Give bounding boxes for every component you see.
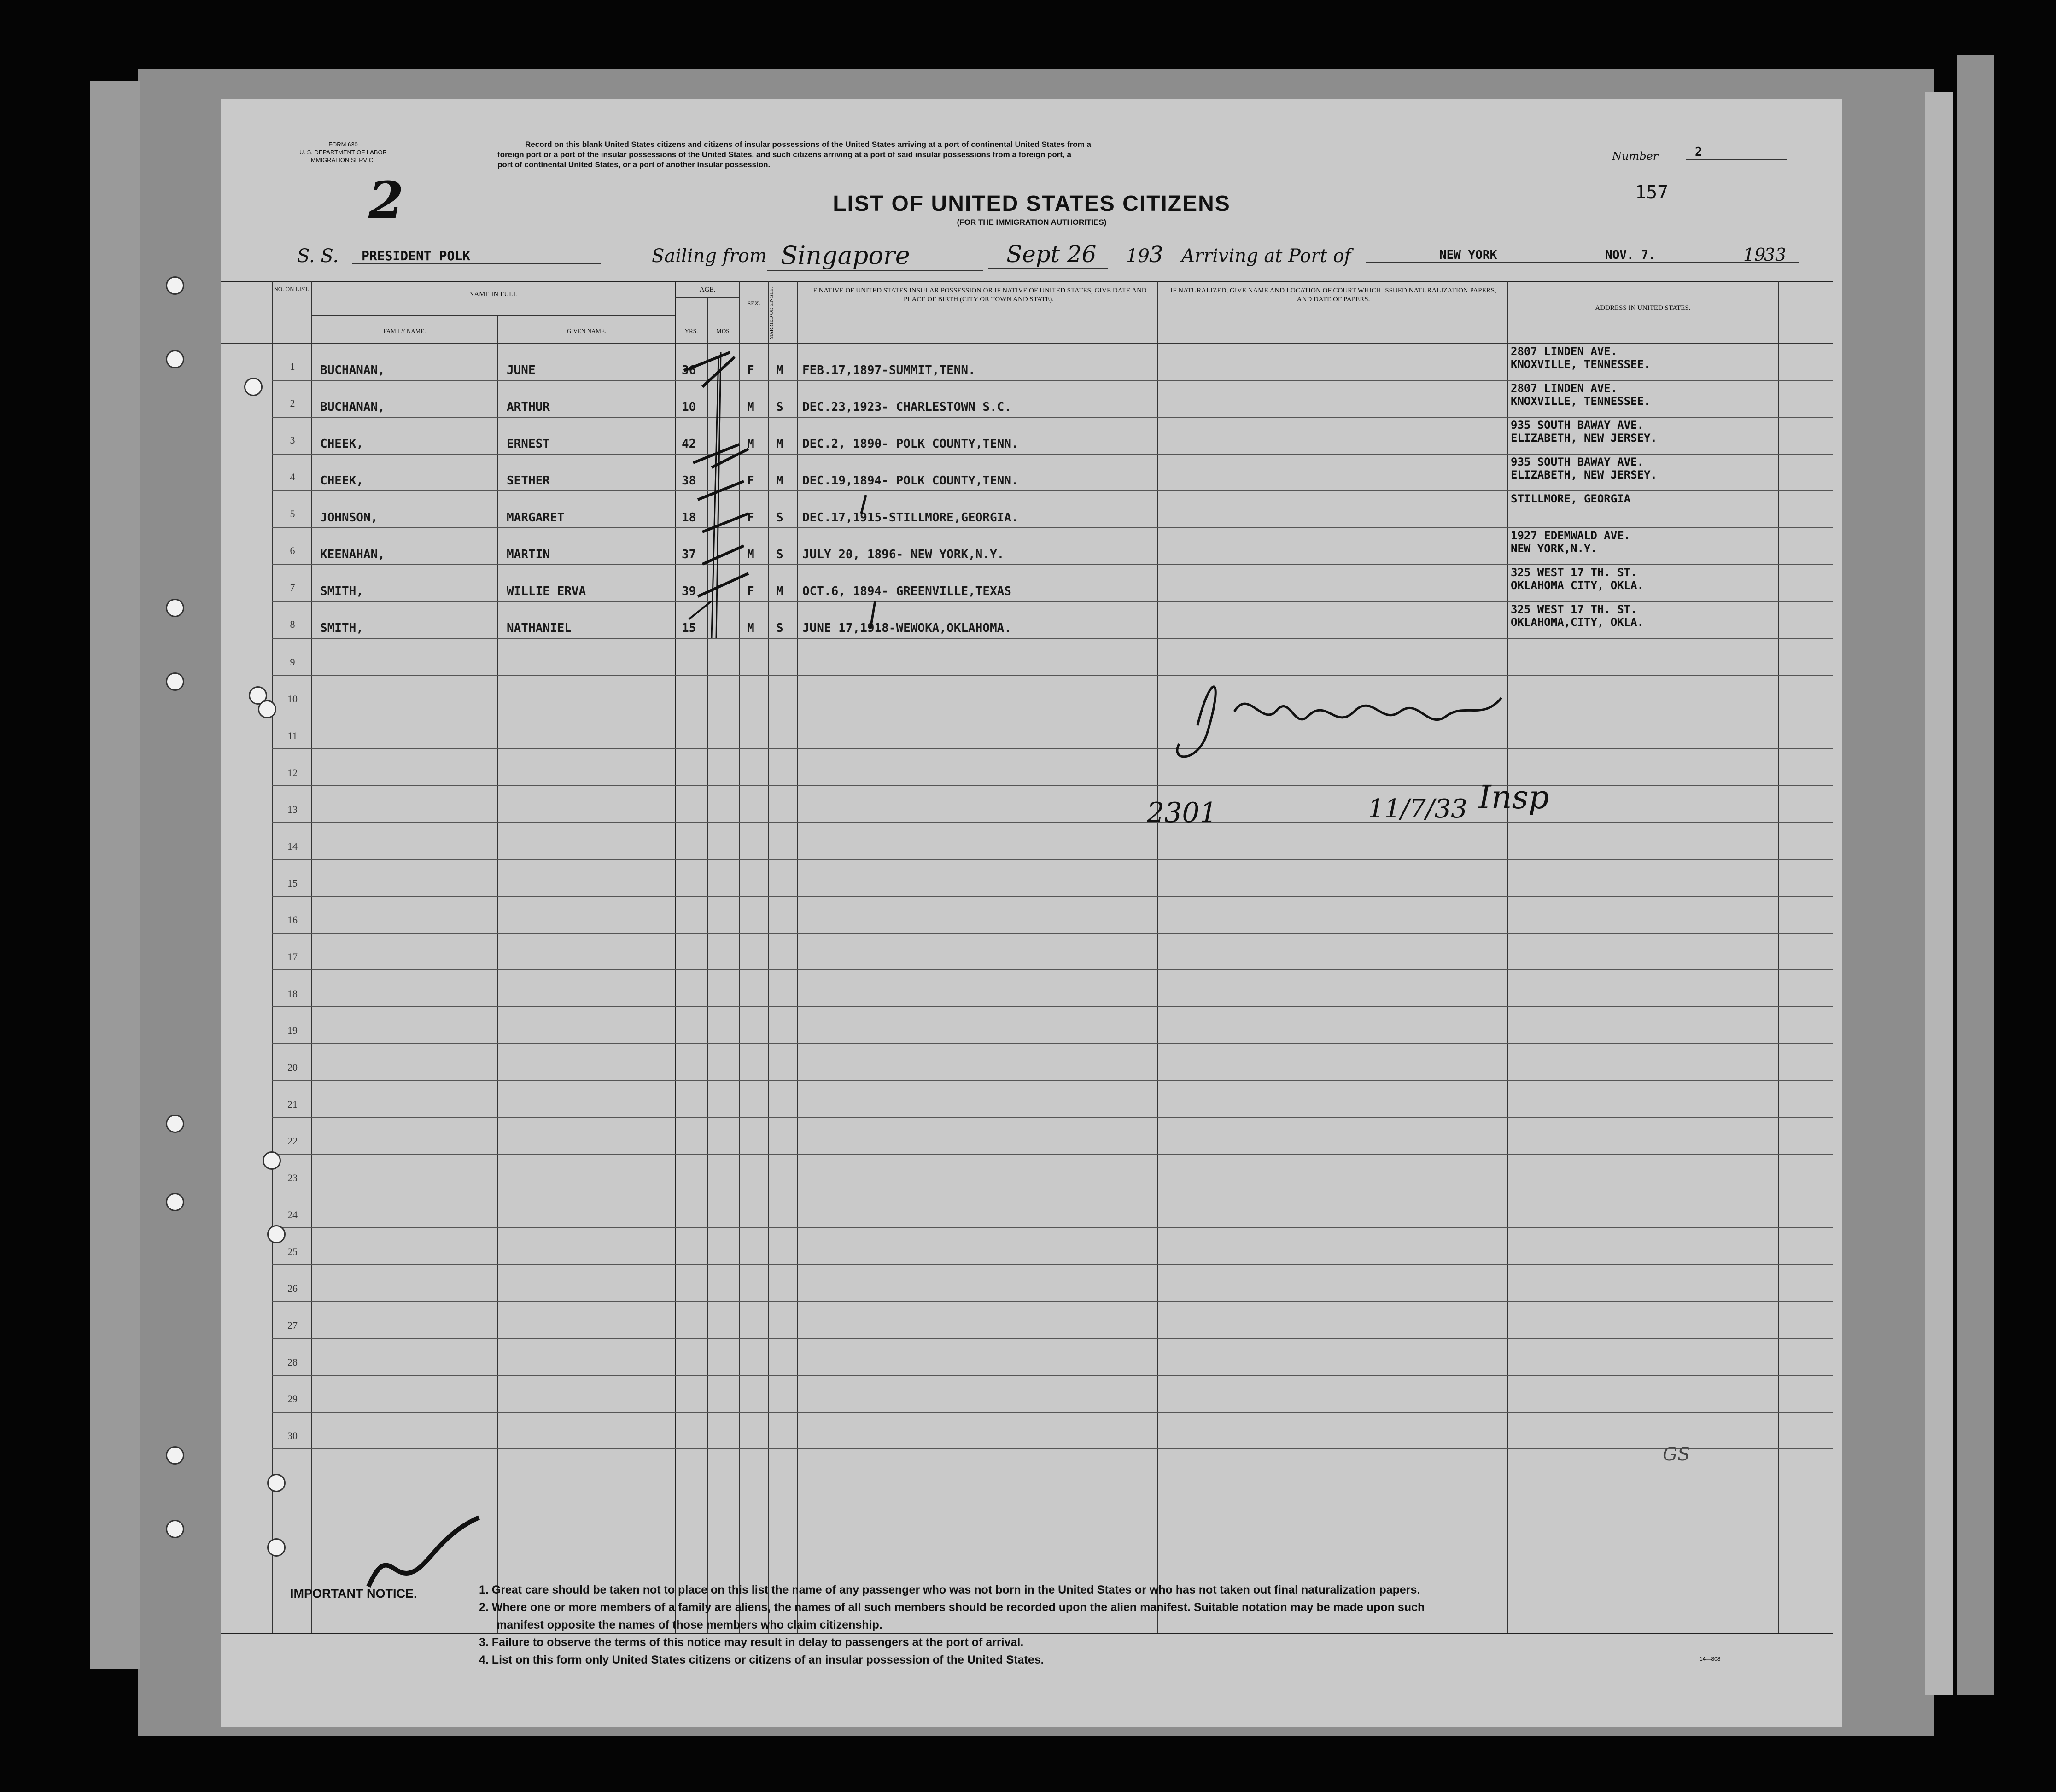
instructions-line-3: port of continental United States, or a port of another insular possession. bbox=[497, 160, 771, 169]
birth-info: OCT.6, 1894- GREENVILLE,TEXAS bbox=[802, 584, 1011, 598]
row-rule bbox=[272, 1227, 1833, 1228]
birth-info: FEB.17,1897-SUMMIT,TENN. bbox=[802, 363, 975, 377]
sex: F bbox=[747, 474, 754, 488]
address-line-1: 1927 EDEMWALD AVE. bbox=[1511, 529, 1631, 542]
form-number: FORM 630 bbox=[328, 141, 358, 148]
col-header-years: YRS. bbox=[684, 327, 698, 334]
service-name: IMMIGRATION SERVICE bbox=[309, 157, 377, 163]
col-header-given-name: GIVEN NAME. bbox=[567, 327, 607, 334]
table-row bbox=[221, 492, 1833, 529]
stamp-number: 157 bbox=[1635, 182, 1669, 203]
family-name: KEENAHAN, bbox=[320, 548, 385, 561]
given-name: SETHER bbox=[507, 474, 550, 488]
family-name: CHEEK, bbox=[320, 474, 363, 488]
address-line-1: 325 WEST 17 TH. ST. bbox=[1511, 603, 1637, 616]
address-line-2: ELIZABETH, NEW JERSEY. bbox=[1511, 468, 1657, 481]
given-name: MARGARET bbox=[507, 511, 565, 525]
row-number: 29 bbox=[287, 1393, 298, 1405]
row-number: 4 bbox=[290, 471, 295, 483]
row-number: 23 bbox=[287, 1172, 298, 1184]
row-number: 11 bbox=[287, 730, 298, 741]
given-name: ARTHUR bbox=[507, 400, 550, 414]
birth-info: JULY 20, 1896- NEW YORK,N.Y. bbox=[802, 548, 1005, 561]
row-number: 6 bbox=[290, 545, 295, 556]
age-years: 18 bbox=[682, 511, 696, 525]
address-line-1: STILLMORE, GEORGIA bbox=[1511, 492, 1631, 505]
marital-status: S bbox=[776, 511, 783, 525]
manifest-page bbox=[221, 99, 1842, 1727]
col-header-naturalized: IF NATURALIZED, GIVE NAME AND LOCATION OF COURT WHICH ISSUED NATURALIZATION PAPERS, AND DATE OF PAPERS. bbox=[1170, 287, 1496, 303]
form-instructions bbox=[497, 140, 1091, 170]
sex: F bbox=[747, 363, 754, 377]
binder-hole bbox=[166, 1193, 184, 1211]
row-number: 9 bbox=[290, 656, 295, 668]
instructions-line-2: foreign port or a port of the insular possessions of the United States, and such citizens arriving at a port of said insular possessions from a foreign port, a bbox=[497, 150, 1071, 159]
family-name: SMITH, bbox=[320, 584, 363, 598]
age-years: 15 bbox=[682, 621, 696, 635]
signature-note-number: 2301 bbox=[1147, 797, 1217, 829]
table-row bbox=[221, 566, 1833, 603]
age-years: 39 bbox=[682, 584, 696, 598]
address-line-1: 935 SOUTH BAWAY AVE. bbox=[1511, 455, 1644, 468]
row-rule bbox=[272, 675, 1833, 676]
given-name: NATHANIEL bbox=[507, 621, 572, 635]
sex: F bbox=[747, 511, 754, 525]
row-number: 3 bbox=[290, 434, 295, 446]
arriving-label: Arriving at Port of bbox=[1181, 245, 1351, 267]
address bbox=[1511, 382, 1650, 408]
ship-name: PRESIDENT POLK bbox=[352, 248, 601, 264]
address bbox=[1511, 492, 1630, 505]
binder-hole bbox=[258, 700, 276, 718]
col-header-family-name: FAMILY NAME. bbox=[383, 327, 426, 334]
signature-note-date: 11/7/33 bbox=[1368, 794, 1467, 824]
row-rule bbox=[272, 1448, 1833, 1449]
table-row bbox=[221, 419, 1833, 455]
row-rule bbox=[272, 1301, 1833, 1302]
binder-hole bbox=[166, 276, 184, 295]
row-number: 5 bbox=[290, 508, 295, 520]
row-rule bbox=[272, 1375, 1833, 1376]
notice-item-2: 2. Where one or more members of a family are aliens, the names of all such members should be recorded upon the alien manifest. Suitable notation may be made upon such bbox=[479, 1601, 1425, 1614]
row-rule bbox=[272, 1006, 1833, 1007]
address bbox=[1511, 529, 1630, 555]
address-line-2: KNOXVILLE, TENNESSEE. bbox=[1511, 395, 1651, 408]
name-header-rule bbox=[311, 315, 675, 316]
row-rule bbox=[272, 1117, 1833, 1118]
row-rule bbox=[272, 1338, 1833, 1339]
year-prefix-2: 19 bbox=[1743, 245, 1766, 265]
binder-hole bbox=[267, 1225, 286, 1243]
arrival-date: NOV. 7. bbox=[1605, 248, 1656, 262]
birth-info: DEC.2, 1890- POLK COUNTY,TENN. bbox=[802, 437, 1019, 451]
sailing-from: Singapore bbox=[767, 241, 983, 271]
row-number: 8 bbox=[290, 619, 295, 630]
binder-hole bbox=[166, 599, 184, 617]
row-rule bbox=[272, 1412, 1833, 1413]
row-rule bbox=[272, 933, 1833, 934]
table-top-rule bbox=[221, 281, 1833, 282]
binder-strip-right bbox=[1957, 55, 1994, 1695]
row-number: 1 bbox=[290, 361, 295, 372]
row-number: 22 bbox=[287, 1135, 298, 1147]
family-name: CHEEK, bbox=[320, 437, 363, 451]
col-header-married-single: MARRIED OR SINGLE. bbox=[769, 287, 774, 339]
row-number: 20 bbox=[287, 1062, 298, 1073]
year-suffix-2: 33 bbox=[1764, 245, 1787, 265]
row-number: 18 bbox=[287, 988, 298, 999]
row-rule bbox=[272, 859, 1833, 860]
binder-hole bbox=[244, 378, 263, 396]
notice-list bbox=[479, 1581, 1425, 1669]
age-years: 42 bbox=[682, 437, 696, 451]
row-rule bbox=[272, 1264, 1833, 1265]
birth-info: JUNE 17,1918-WEWOKA,OKLAHOMA. bbox=[802, 621, 1011, 635]
number-label: Number bbox=[1612, 150, 1659, 163]
table-row bbox=[221, 455, 1833, 492]
notice-item-4: 4. List on this form only United States citizens or citizens of an insular possession of the United States. bbox=[479, 1653, 1044, 1666]
family-name: BUCHANAN, bbox=[320, 400, 385, 414]
address-line-2: KNOXVILLE, TENNESSEE. bbox=[1511, 358, 1651, 371]
binder-hole bbox=[166, 1520, 184, 1538]
age-years: 37 bbox=[682, 548, 696, 561]
address-line-1: 2807 LINDEN AVE. bbox=[1511, 345, 1618, 358]
clerk-initials: GS bbox=[1663, 1444, 1690, 1465]
row-rule bbox=[272, 1154, 1833, 1155]
print-code: 14—808 bbox=[1700, 1656, 1721, 1662]
table-row bbox=[221, 529, 1833, 566]
col-header-name-in-full: NAME IN FULL bbox=[469, 291, 518, 298]
form-title: LIST OF UNITED STATES CITIZENS bbox=[833, 192, 1231, 216]
form-subtitle: (FOR THE IMMIGRATION AUTHORITIES) bbox=[957, 218, 1107, 227]
col-header-sex: SEX. bbox=[748, 300, 760, 307]
address-line-2: OKLAHOMA,CITY, OKLA. bbox=[1511, 616, 1644, 629]
sailing-date: Sept 26 bbox=[988, 241, 1108, 269]
row-number: 12 bbox=[287, 767, 298, 778]
family-name: SMITH, bbox=[320, 621, 363, 635]
given-name: MARTIN bbox=[507, 548, 550, 561]
col-header-no: NO. ON LIST. bbox=[274, 286, 310, 292]
year-suffix-1: 3 bbox=[1149, 242, 1163, 268]
notice-item-1: 1. Great care should be taken not to place on this list the name of any passenger who was not born in the United States or who has not taken out final naturalization papers. bbox=[479, 1583, 1420, 1596]
address-line-1: 935 SOUTH BAWAY AVE. bbox=[1511, 419, 1644, 432]
marital-status: M bbox=[776, 474, 783, 488]
inspector-signature bbox=[1142, 642, 1584, 864]
given-name: WILLIE ERVA bbox=[507, 584, 586, 598]
marital-status: S bbox=[776, 621, 783, 635]
row-number: 28 bbox=[287, 1356, 298, 1368]
given-name: JUNE bbox=[507, 363, 536, 377]
notice-item-2-cont: manifest opposite the names of those members who claim citizenship. bbox=[496, 1618, 882, 1631]
row-rule bbox=[272, 785, 1833, 786]
address bbox=[1511, 566, 1644, 592]
signature-note-insp: Insp bbox=[1478, 778, 1549, 816]
instructions-line-1: Record on this blank United States citizens and citizens of insular possessions of the United States arriving at a port of continental United States from a bbox=[525, 140, 1091, 149]
row-number: 14 bbox=[287, 841, 298, 852]
row-number: 30 bbox=[287, 1430, 298, 1442]
row-number: 26 bbox=[287, 1283, 298, 1294]
handwritten-check-mark bbox=[359, 1508, 497, 1591]
binder-hole bbox=[166, 672, 184, 691]
row-rule bbox=[272, 1043, 1833, 1044]
table-row bbox=[221, 603, 1833, 640]
address bbox=[1511, 419, 1657, 444]
given-name: ERNEST bbox=[507, 437, 550, 451]
marital-status: M bbox=[776, 584, 783, 598]
marital-status: S bbox=[776, 400, 783, 414]
department-name: U. S. DEPARTMENT OF LABOR bbox=[299, 149, 387, 156]
row-rule bbox=[272, 1080, 1833, 1081]
birth-info: DEC.19,1894- POLK COUNTY,TENN. bbox=[802, 474, 1019, 488]
voyage-line bbox=[297, 241, 1787, 274]
address bbox=[1511, 603, 1644, 629]
col-header-address: ADDRESS IN UNITED STATES. bbox=[1595, 304, 1691, 312]
notice-item-3: 3. Failure to observe the terms of this notice may result in delay to passengers at the port of arrival. bbox=[479, 1636, 1024, 1649]
address bbox=[1511, 455, 1657, 481]
col-header-age: AGE. bbox=[699, 286, 716, 293]
marital-status: M bbox=[776, 437, 783, 451]
marital-status: S bbox=[776, 548, 783, 561]
col-header-months: MOS. bbox=[716, 327, 731, 334]
binder-hole bbox=[166, 1446, 184, 1465]
row-rule bbox=[272, 969, 1833, 970]
number-value: 2 bbox=[1686, 145, 1787, 160]
sex: M bbox=[747, 621, 754, 635]
row-number: 27 bbox=[287, 1319, 298, 1331]
binder-hole bbox=[166, 350, 184, 368]
address-line-1: 2807 LINDEN AVE. bbox=[1511, 382, 1618, 395]
sex: M bbox=[747, 437, 754, 451]
row-rule bbox=[272, 822, 1833, 823]
binder-hole bbox=[166, 1115, 184, 1133]
row-number: 13 bbox=[287, 804, 298, 815]
year-prefix-1: 19 bbox=[1126, 245, 1150, 267]
notice-label: IMPORTANT NOTICE. bbox=[290, 1587, 417, 1600]
row-rule bbox=[272, 748, 1833, 749]
row-number: 25 bbox=[287, 1246, 298, 1257]
sex: M bbox=[747, 548, 754, 561]
row-number: 15 bbox=[287, 877, 298, 889]
age-years: 38 bbox=[682, 474, 696, 488]
address-line-2: ELIZABETH, NEW JERSEY. bbox=[1511, 432, 1657, 444]
birth-info: DEC.23,1923- CHARLESTOWN S.C. bbox=[802, 400, 1011, 414]
row-number: 21 bbox=[287, 1098, 298, 1110]
margin-check-marks bbox=[838, 467, 894, 642]
row-rule bbox=[272, 896, 1833, 897]
birth-info: DEC.17,1915-STILLMORE,GEORGIA. bbox=[802, 511, 1019, 525]
arrival-port: NEW YORK bbox=[1366, 248, 1799, 263]
binder-hole bbox=[267, 1474, 286, 1492]
address-line-2: OKLAHOMA CITY, OKLA. bbox=[1511, 579, 1644, 592]
row-number: 16 bbox=[287, 914, 298, 926]
age-header-rule bbox=[675, 297, 739, 298]
table-row bbox=[221, 382, 1833, 419]
binder-hole bbox=[267, 1538, 286, 1557]
row-number: 10 bbox=[287, 693, 298, 705]
sex: F bbox=[747, 584, 754, 598]
address-line-2: NEW YORK,N.Y. bbox=[1511, 542, 1597, 555]
marital-status: M bbox=[776, 363, 783, 377]
manifest-table bbox=[221, 281, 1842, 1630]
age-years: 36 bbox=[682, 363, 696, 377]
row-number: 2 bbox=[290, 397, 295, 409]
handwritten-page-mark: 2 bbox=[368, 170, 404, 230]
table-row bbox=[221, 345, 1833, 382]
binder-hole bbox=[263, 1151, 281, 1170]
address bbox=[1511, 345, 1650, 371]
header-bottom-rule bbox=[221, 343, 1833, 344]
row-number: 7 bbox=[290, 582, 295, 593]
family-name: BUCHANAN, bbox=[320, 363, 385, 377]
binder-strip-left bbox=[90, 81, 140, 1669]
col-header-birth: IF NATIVE OF UNITED STATES INSULAR POSSESSION OR IF NATIVE OF UNITED STATES, GIVE DATE AND PLACE OF BIRTH (CITY OR TOWN AND STATE). bbox=[811, 287, 1147, 303]
form-agency-block bbox=[299, 140, 387, 164]
page-edge-right bbox=[1925, 92, 1953, 1695]
family-name: JOHNSON, bbox=[320, 511, 378, 525]
tally-marks bbox=[675, 343, 794, 804]
ss-label: S. S. bbox=[297, 245, 339, 267]
row-number: 24 bbox=[287, 1209, 298, 1220]
address-line-1: 325 WEST 17 TH. ST. bbox=[1511, 566, 1637, 579]
sex: M bbox=[747, 400, 754, 414]
age-years: 10 bbox=[682, 400, 696, 414]
sailing-label: Sailing from bbox=[652, 245, 767, 267]
row-number: 17 bbox=[287, 951, 298, 963]
row-number: 19 bbox=[287, 1025, 298, 1036]
